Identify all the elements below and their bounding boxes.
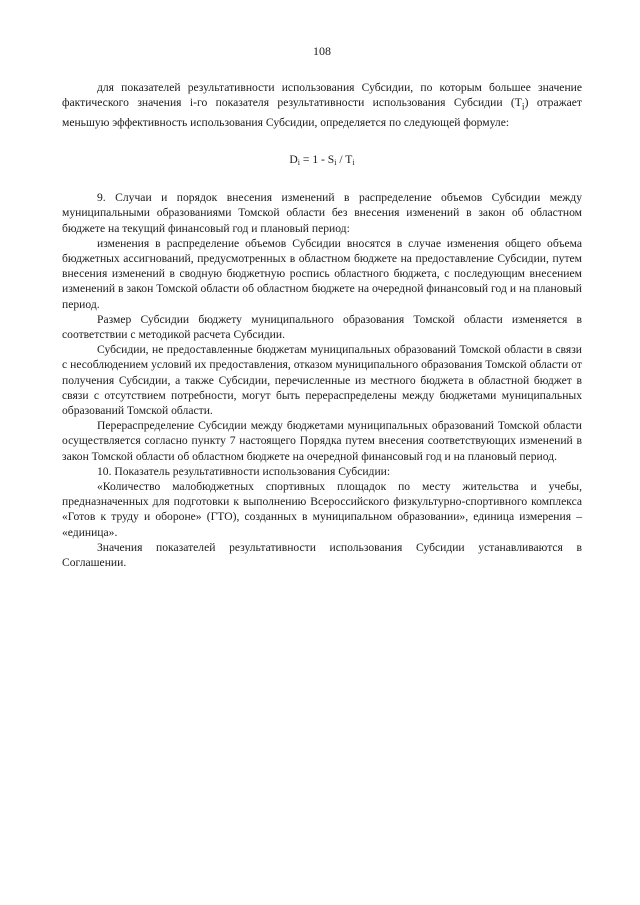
paragraph-10-indicator: «Количество малобюджетных спортивных площадок по месту жительства и учебы, предназначенных для подготовки к выполнению Всероссийского физкультурно-спортивного комплекса «Готов к труду и обороне» (ГТО), созданных в муниципальном образовании», единица измерения – «единица». [62, 479, 582, 539]
paragraph-formula-intro: для показателей результативности использования Субсидии, по которым большее значение фактического значения i-го показателя результативности использования Субсидии $(T_i)$ отражает меньшую эффективность использования Субсидии, определяется по следующей формуле: [62, 81, 582, 129]
formula: $D_i = 1 - S_i / T_i$ [289, 152, 355, 167]
paragraph-9-unused: Субсидии, не предоставленные бюджетам муниципальных образований Томской области в связи с несоблюдением условий их предоставления, отказом муниципального образования Томской области от получения Субсидии, а также Субсидии, перечисленные из местного бюджета в областной бюджет в связи с отсутствием потребности, могут быть перераспределены между бюджетами муниципальных образований Томской области. [62, 343, 582, 417]
paragraph-9-changes: изменения в распределение объемов Субсидии вносятся в случае изменения общего объема бюджетных ассигнований, предусмотренных в областном бюджете на предоставление Субсидии, путем внесения изменений в сводную бюджетную роспись областного бюджета, с последующим внесением изменений в закон Томской области об областном бюджете на очередной финансовый год и на плановый период. [62, 236, 582, 311]
paragraph-10: 10. Показатель результативности использования Субсидии: [97, 464, 391, 478]
paragraph-10-values: Значения показателей результативности использования Субсидии устанавливаются в Соглашении. [62, 540, 582, 569]
document-body [62, 80, 582, 570]
page-number: 108 [313, 44, 331, 58]
paragraph-9-redistribution: Перераспределение Субсидии между бюджетами муниципальных образований Томской области осуществляется согласно пункту 7 настоящего Порядка путем внесения соответствующих изменений в закон Томской области об областном бюджете на очередной финансовый год и на плановый период. [62, 419, 582, 463]
paragraph-9: 9. Случаи и порядок внесения изменений в распределение объемов Субсидии между муниципальными образованиями Томской области без внесения изменений в закон об областном бюджете на текущий финансовый год и плановый период: [62, 191, 582, 235]
paragraph-9-size: Размер Субсидии бюджету муниципального образования Томской области изменяется в соответствии с методикой расчета Субсидии. [62, 312, 582, 341]
